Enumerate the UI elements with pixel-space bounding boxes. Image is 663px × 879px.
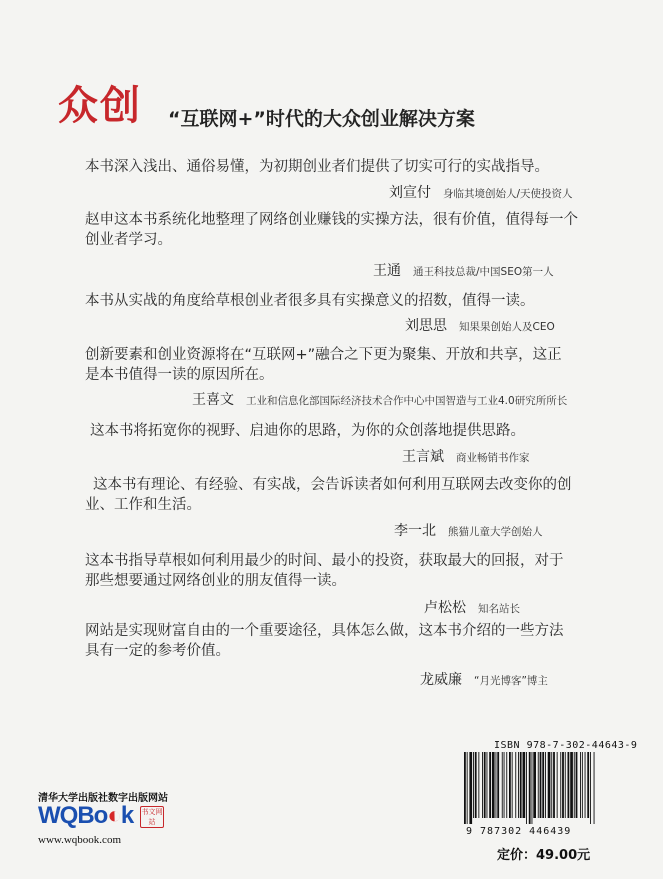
endorser-name: 王通 [373,263,401,279]
barcode-bar [512,752,513,818]
barcode-bar [533,752,536,818]
barcode [462,752,600,824]
barcode-bar [551,752,552,818]
barcode-bar [467,752,468,824]
barcode-bar [475,752,477,818]
logo-text-end: k [120,802,134,829]
barcode-bar [478,752,479,818]
endorser-role: 工业和信息化部国际经济技术合作中心中国智造与工业4.0研究所所长 [246,395,568,407]
barcode-bar [473,752,474,818]
seal-icon: 书文网站 [141,808,163,826]
barcode-bar [523,752,526,818]
endorsement-text: 创新要素和创业资源将在“互联网+”融合之下更为聚集、开放和共享，这正是本书值得一读的原因所在。 [85,347,562,383]
barcode-bar [570,752,573,818]
endorser-role: 知名站长 [478,603,520,615]
barcode-bar [482,752,483,818]
endorser-role: 身临其境创始人/天使投资人 [443,188,573,200]
barcode-bar [545,752,546,818]
barcode-bar [557,752,558,818]
barcode-bar [594,752,595,824]
barcode-bar [574,752,575,818]
endorser-name: 王言斌 [402,449,444,465]
barcode-bar [487,752,488,818]
publisher-website: www.wqbook.com [38,834,121,846]
endorsement-text: 这本书指导草根如何利用最少的时间、最小的投资，获取最大的回报，对于那些想要通过网络创业的朋友值得一读。 [85,553,564,589]
barcode-bar [496,752,497,818]
endorsement-text: 这本书将拓宽你的视野、启迪你的思路，为你的众创落地提供思路。 [90,423,525,439]
endorsement-credit [373,260,554,280]
endorser-role: 熊猫儿童大学创始人 [448,526,543,538]
endorsement-text: 本书从实战的角度给草根创业者很多具有实操意义的招数，值得一读。 [85,293,535,309]
barcode-bar [520,752,522,818]
publisher-line: 清华大学出版社数字出版网站 [38,793,168,804]
endorser-role: 商业畅销书作家 [456,452,530,464]
barcode-bar [585,752,586,818]
endorser-role: 知果果创始人及CEO [459,321,555,333]
barcode-bar [526,752,527,824]
barcode-bar [506,752,507,818]
barcode-bar [469,752,472,824]
barcode-bar [509,752,511,818]
endorser-name: 刘宣付 [389,185,431,201]
endorsement-credit [394,520,543,540]
endorser-name: 龙威廉 [420,672,462,688]
barcode-bar [548,752,551,818]
endorser-role: “月光博客”博主 [474,675,548,687]
endorser-name: 刘思思 [405,318,447,334]
barcode-bar [518,752,519,818]
barcode-bar [497,752,499,818]
endorser-name: 李一北 [394,523,436,539]
barcode-bar [580,752,581,818]
barcode-bar [538,752,539,818]
barcode-bar [489,752,491,818]
barcode-bar [532,752,533,824]
price: 定价：49.00元 [497,848,591,863]
barcode-bar [582,752,583,818]
barcode-bar [560,752,561,818]
barcode-bar [540,752,542,818]
endorsement-text: 赵申这本书系统化地整理了网络创业赚钱的实操方法，很有价值，值得每一个创业者学习。 [85,212,578,248]
publisher-logo [38,802,133,828]
barcode-bar [529,752,531,824]
barcode-bar [515,752,516,818]
logo-text: WQBo [38,802,108,829]
book-title: 众创 [58,82,142,129]
endorsement-credit [420,669,548,689]
endorsement-text: 网站是实现财富自由的一个重要途径，具体怎么做，这本书介绍的一些方法具有一定的参考价值。 [85,623,564,659]
barcode-bar [502,752,503,818]
barcode-bar [568,752,570,818]
endorser-role: 通王科技总裁/中国SEO第一人 [413,266,554,278]
barcode-bar [542,752,544,818]
endorsement-credit [192,389,567,409]
endorser-name: 王喜文 [192,392,234,408]
logo-book-icon: ◐ [107,802,121,829]
barcode-bar [464,752,466,824]
barcode-bar [590,752,591,824]
isbn-label: ISBN 978-7-302-44643-9 [494,740,638,751]
barcode-bar [553,752,555,818]
endorsement-credit [389,182,573,202]
endorsement-text: 本书深入浅出、通俗易懂，为初期创业者们提供了切实可行的实战指导。 [85,159,549,175]
barcode-bar [576,752,578,818]
endorsement-credit [405,315,555,335]
barcode-bar [484,752,486,818]
barcode-bar [504,752,505,818]
endorsement-credit [402,446,530,466]
barcode-bar [587,752,589,818]
endorsement-text: 这本书有理论、有经验、有实战，会告诉读者如何利用互联网去改变你的创业、工作和生活。 [85,477,572,513]
barcode-bar [562,752,564,818]
endorser-name: 卢松松 [424,600,466,616]
barcode-bar [565,752,566,818]
endorsement-credit [424,597,520,617]
barcode-number: 9 787302 446439 [466,826,572,837]
book-subtitle: “互联网+”时代的大众创业解决方案 [168,108,475,130]
barcode-bar [492,752,495,818]
